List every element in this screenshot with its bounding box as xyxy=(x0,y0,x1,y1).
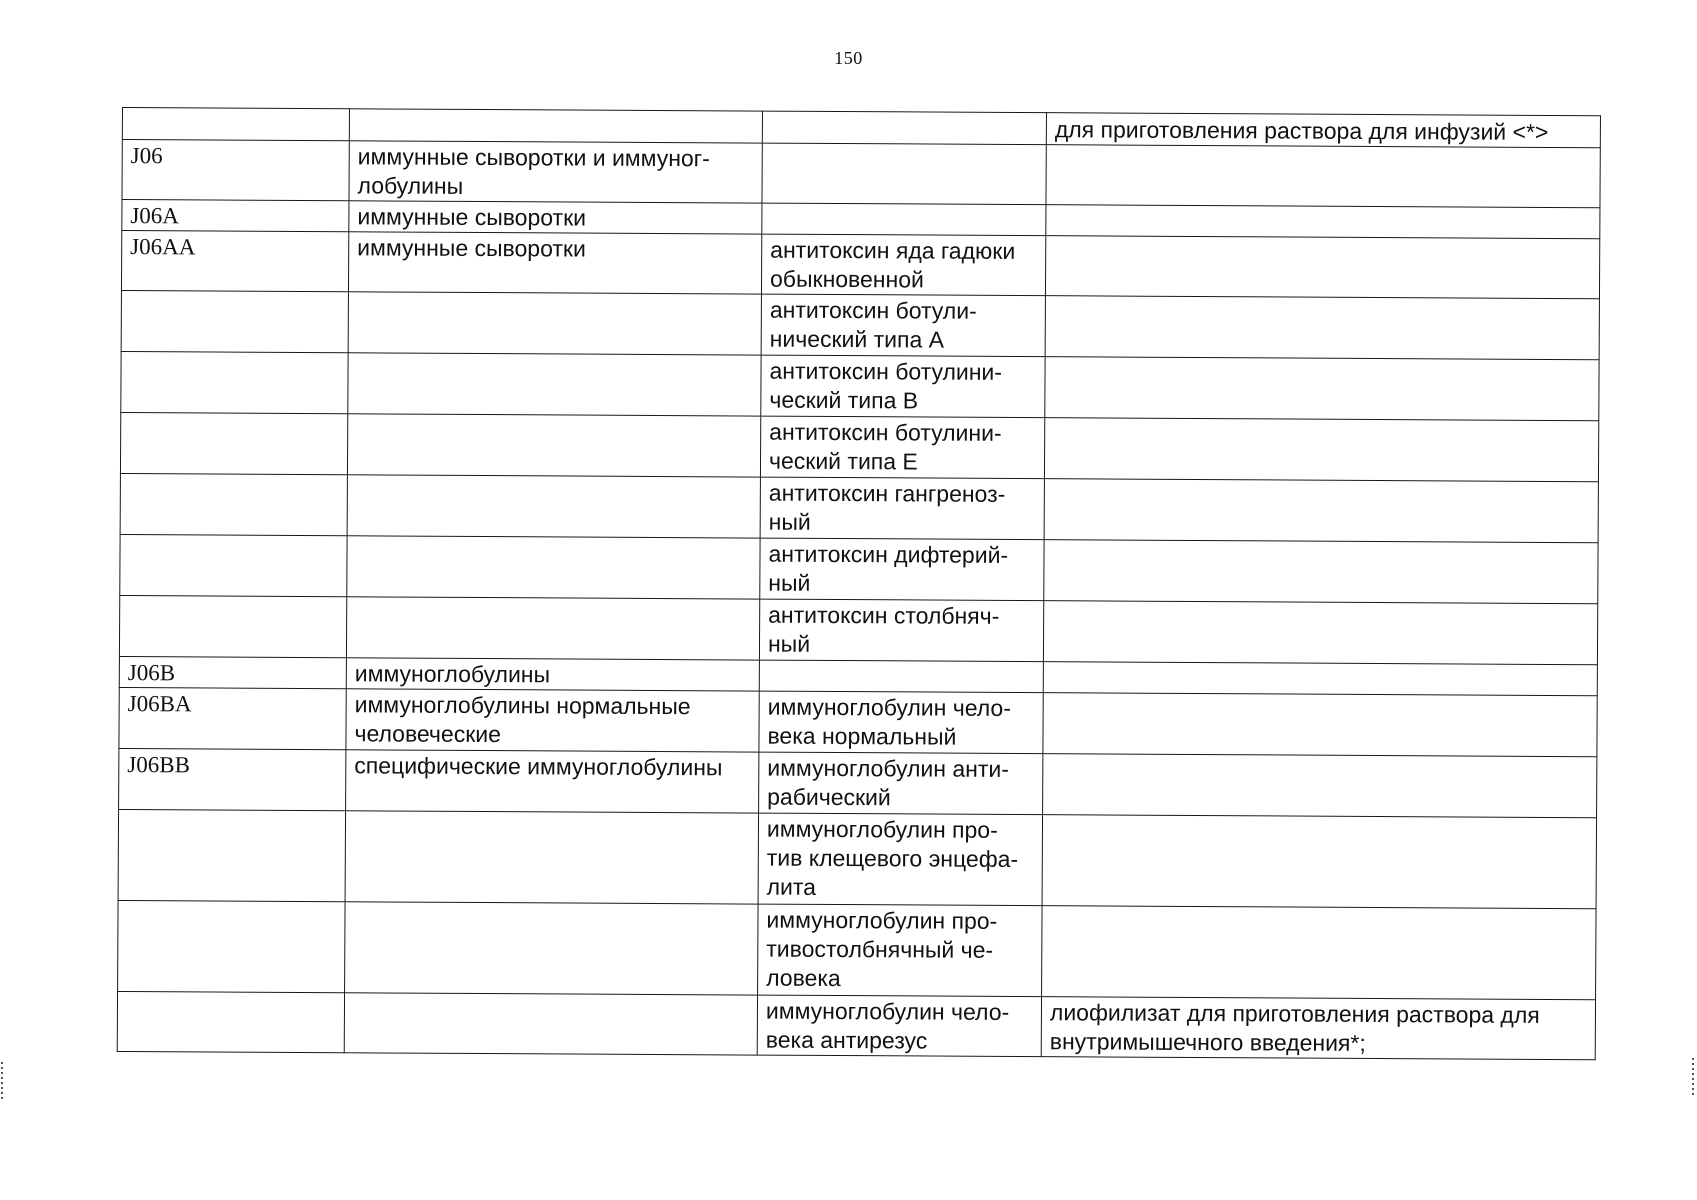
table-row xyxy=(118,900,1596,999)
dosage-form-cell xyxy=(1046,205,1600,239)
dosage-form-cell xyxy=(1045,357,1599,421)
drug-cell: иммуноглобулин про- тивостолбнячный че- ловека xyxy=(758,904,1043,997)
group-cell xyxy=(344,993,757,1055)
table-row xyxy=(121,290,1599,359)
table-body xyxy=(117,108,1600,1060)
dosage-form-cell xyxy=(1045,236,1599,299)
atc-code-cell: J06BB xyxy=(119,748,346,810)
group-cell xyxy=(347,475,760,538)
drug-cell xyxy=(762,203,1046,236)
scan-edge-mark-left xyxy=(1,1062,3,1100)
group-cell: специфические иммуноглобулины xyxy=(346,750,759,813)
group-cell: иммуноглобулины xyxy=(346,658,759,691)
group-cell xyxy=(348,353,761,416)
dosage-form-cell xyxy=(1046,145,1600,208)
group-cell: иммуноглобулины нормальные человеческие xyxy=(346,689,759,752)
atc-code-cell xyxy=(121,290,348,352)
drug-cell xyxy=(762,143,1046,205)
atc-code-cell xyxy=(118,900,346,992)
table-row xyxy=(122,140,1600,208)
atc-code-cell: J06BA xyxy=(119,687,346,749)
dosage-form-cell xyxy=(1042,815,1596,909)
drug-cell: иммуноглобулин про- тив клещевого энцефа- лита xyxy=(758,813,1043,906)
atc-code-cell xyxy=(117,991,344,1052)
group-cell: иммунные сыворотки и иммуног- лобулины xyxy=(349,141,762,203)
atc-code-cell: J06B xyxy=(119,656,346,688)
group-cell xyxy=(346,597,759,660)
scan-edge-mark-right xyxy=(1692,1058,1694,1096)
table-row xyxy=(121,351,1599,420)
drug-cell: иммуноглобулин чело- века антирезус xyxy=(757,995,1041,1057)
atc-code-cell: J06A xyxy=(122,200,349,232)
dosage-form-cell xyxy=(1043,754,1597,818)
group-cell xyxy=(345,811,759,904)
group-cell xyxy=(347,536,760,599)
atc-code-cell xyxy=(122,108,349,141)
drug-cell: антитоксин яда гадюки обыкновенной xyxy=(761,234,1045,296)
drug-cell: антитоксин ботулини- ческий типа В xyxy=(761,355,1045,418)
table-row xyxy=(118,809,1596,908)
dosage-form-cell xyxy=(1044,418,1598,482)
page-number: 150 xyxy=(834,48,863,68)
atc-code-cell xyxy=(118,809,346,901)
drug-cell: антитоксин гангреноз- ный xyxy=(760,477,1044,540)
group-cell: иммунные сыворотки xyxy=(349,201,762,234)
drug-cell: антитоксин дифтерий- ный xyxy=(760,538,1044,601)
atc-code-cell xyxy=(121,351,348,413)
dosage-form-cell xyxy=(1044,540,1598,604)
medication-table xyxy=(117,107,1601,1060)
drug-cell: иммуноглобулин чело- века нормальный xyxy=(759,691,1043,754)
group-cell xyxy=(349,109,762,143)
drug-cell: антитоксин ботулини- ческий типа Е xyxy=(760,416,1044,479)
drug-cell: антитоксин ботули- нический типа А xyxy=(761,294,1045,357)
dosage-form-cell xyxy=(1043,693,1597,757)
dosage-form-cell xyxy=(1044,479,1598,543)
table-row xyxy=(119,687,1597,756)
table-row xyxy=(117,991,1595,1059)
table-row xyxy=(119,748,1597,817)
dosage-form-cell: лиофилизат для приготовления раствора для внутримышечного введения*; xyxy=(1041,997,1595,1060)
table-row xyxy=(121,231,1599,299)
atc-code-cell xyxy=(120,534,347,596)
dosage-form-cell: для приготовления раствора для инфузий <*> xyxy=(1046,113,1600,148)
atc-code-cell xyxy=(120,412,347,474)
group-cell: иммунные сыворотки xyxy=(348,232,761,294)
atc-code-cell xyxy=(120,473,347,535)
group-cell xyxy=(347,414,760,477)
drug-cell: антитоксин столбняч- ный xyxy=(759,599,1043,662)
drug-cell: иммуноглобулин анти- рабический xyxy=(759,752,1043,815)
dosage-form-cell xyxy=(1042,906,1596,1000)
table-row xyxy=(120,534,1598,603)
dosage-form-cell xyxy=(1045,296,1599,360)
dosage-form-cell xyxy=(1043,662,1597,696)
table-row xyxy=(120,412,1598,481)
dosage-form-cell xyxy=(1043,601,1597,665)
atc-code-cell xyxy=(119,595,346,657)
group-cell xyxy=(348,292,761,355)
table-row xyxy=(119,595,1597,664)
table-row xyxy=(120,473,1598,542)
drug-cell xyxy=(762,111,1046,145)
group-cell xyxy=(345,902,759,995)
atc-code-cell: J06AA xyxy=(121,231,348,292)
drug-cell xyxy=(759,660,1043,693)
atc-code-cell: J06 xyxy=(122,140,349,201)
